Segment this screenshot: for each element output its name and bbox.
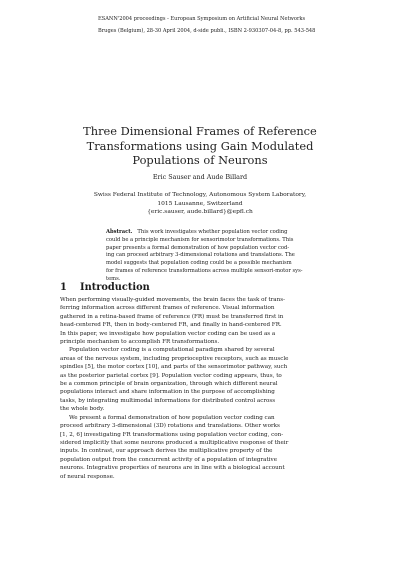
body-line: In this paper, we investigate how population vector coding can be used as a <box>60 330 276 337</box>
body-line: ferring information across different frames of reference. Visual information <box>60 305 275 312</box>
header-line: ESANN'2004 proceedings - European Symposium on Artificial Neural Networks <box>98 16 306 22</box>
affiliation-line: Swiss Federal Institute of Technology, Autonomous System Laboratory, <box>93 192 307 198</box>
body-line: areas of the nervous system, including proprioceptive receptors, such as muscle <box>60 355 289 362</box>
abstract-line: model suggests that population coding could be a possible mechanism <box>106 260 292 267</box>
paper-title <box>60 124 340 168</box>
title-line: Three Dimensional Frames of Reference <box>83 124 317 138</box>
abstract-line: paper presents a formal demonstration of how population vector cod- <box>106 244 290 251</box>
body-line: We present a formal demonstration of how population vector coding can <box>69 414 275 421</box>
abstract-label: Abstract. <box>106 229 133 235</box>
body-line: head-centered FR, then in body-centered FR, and finally in hand-centered FR. <box>60 322 282 329</box>
abstract-line <box>106 229 296 237</box>
body-line: sidered implicitly that some neurons produced a multiplicative response of their <box>60 439 289 446</box>
header-line: Bruges (Belgium), 28-30 April 2004, d-side publi., ISBN 2-930307-04-8, pp. 543-548 <box>98 28 316 34</box>
body-line: as the posterior parietal cortex [9]. Population vector coding appears, thus, to <box>60 372 282 379</box>
body-text <box>60 296 342 481</box>
body-line: population output from the concurrent activity of a population of integrative <box>60 456 278 463</box>
abstract-line: ing can proceed arbitrary 3-dimensional rotations and translations. The <box>106 252 295 259</box>
abstract-line: tems. <box>106 275 121 282</box>
abstract-line: could be a principle mechanism for sensorimotor transformations. This <box>106 236 294 243</box>
body-line: proceed arbitrary 3-dimensional (3D) rotations and translations. Other works <box>60 423 280 430</box>
author-list: Eric Sauser and Aude Billard <box>152 173 248 181</box>
abstract-first-line: This work investigates whether population vector coding <box>137 229 288 235</box>
body-line: the whole body. <box>60 406 105 413</box>
body-line: principle mechanism to accomplish FR transformations. <box>60 339 220 346</box>
body-line: be a common principle of brain organization, through which different neural <box>60 381 278 388</box>
body-line: inputs. In contrast, our approach derives the multiplicative property of the <box>60 448 273 455</box>
body-line: Population vector coding is a computational paradigm shared by several <box>69 347 275 354</box>
body-line: gathered in a retina-based frame of reference (FR) must be transferred first in <box>60 313 284 320</box>
body-line: neurons. Integrative properties of neurons are in line with a biological account <box>60 465 285 472</box>
body-line: [1, 2, 6] investigating FR transformations using population vector coding, con- <box>60 431 284 438</box>
title-line: Transformations using Gain Modulated <box>86 138 314 153</box>
abstract <box>106 229 303 284</box>
section-title: Introduction <box>80 282 150 293</box>
body-line: spindles [5], the motor cortex [10], and parts of the sensorimotor pathway, such <box>60 364 288 371</box>
affiliation-email: {eric.sauser, aude.billard}@epfl.ch <box>147 209 253 216</box>
body-line: of neural response. <box>60 473 115 480</box>
body-line: tasks, by integrating multimodal informations for distributed control across <box>60 397 276 404</box>
section-number: 1 <box>60 282 67 293</box>
body-line: When performing visually-guided movements, the brain faces the task of trans- <box>60 297 286 303</box>
abstract-line: for frames of reference transformations across multiple sensori-motor sys- <box>106 267 303 274</box>
affiliation <box>60 191 340 217</box>
affiliation-line: 1015 Lausanne, Switzerland <box>157 200 243 207</box>
section-heading <box>60 282 150 293</box>
title-line: Populations of Neurons <box>132 153 268 167</box>
proceedings-header <box>98 13 338 37</box>
body-line: populations interact and share information in the purpose of accomplishing <box>60 389 275 396</box>
